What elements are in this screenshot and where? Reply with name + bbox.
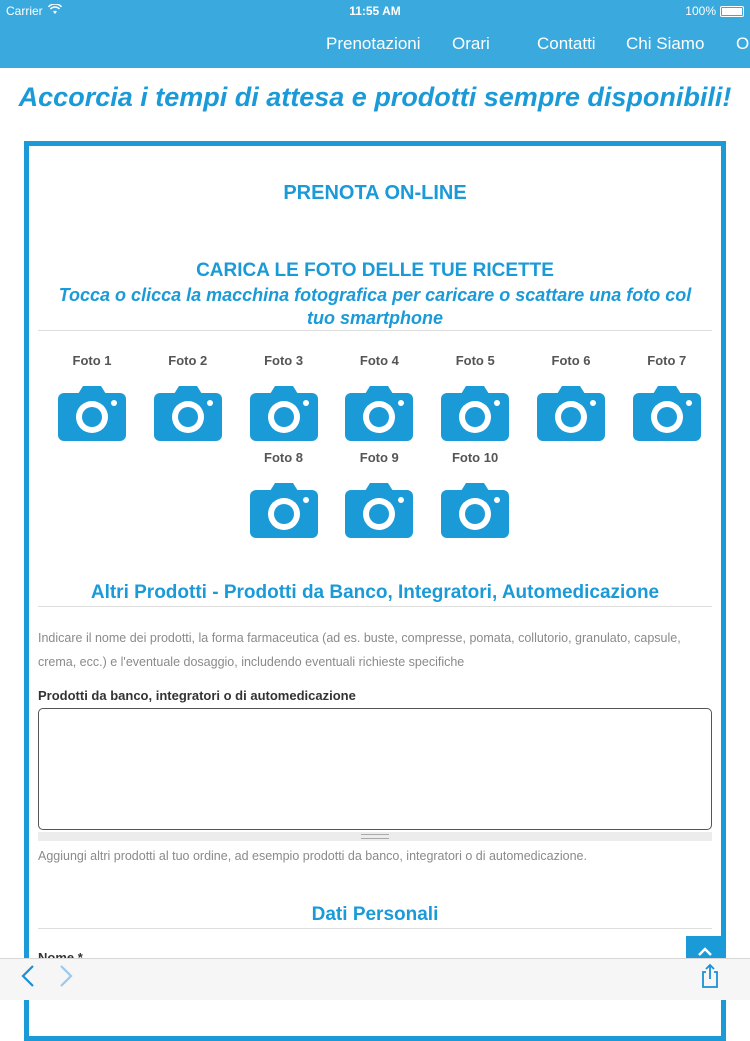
photo-label: Foto 8 xyxy=(264,450,303,465)
nav-item-contatti[interactable]: Contatti xyxy=(537,34,596,53)
nav-item-truncated[interactable]: O xyxy=(736,34,750,53)
photo-upload-9[interactable] xyxy=(339,450,419,538)
photo-upload-4[interactable] xyxy=(339,353,419,441)
photo-upload-6[interactable] xyxy=(531,353,611,441)
resize-grip-icon xyxy=(361,834,389,839)
battery-icon xyxy=(720,6,744,17)
photo-upload-10[interactable] xyxy=(435,450,515,538)
chevron-up-icon xyxy=(698,946,712,956)
clock: 11:55 AM xyxy=(349,4,401,18)
photo-upload-5[interactable] xyxy=(435,353,515,441)
browser-toolbar xyxy=(0,958,750,1000)
photo-label: Foto 1 xyxy=(72,353,112,368)
page-banner: Accorcia i tempi di attesa e prodotti sempre disponibili! xyxy=(18,82,732,112)
camera-icon[interactable] xyxy=(250,383,318,441)
photo-upload-2[interactable] xyxy=(148,353,228,441)
camera-icon[interactable] xyxy=(250,480,318,538)
nav-item-orari[interactable]: Orari xyxy=(452,34,490,53)
photo-label: Foto 3 xyxy=(264,353,304,368)
battery-percentage: 100% xyxy=(685,4,716,18)
chevron-right-icon xyxy=(58,963,74,989)
products-hint-text: Aggiungi altri prodotti al tuo ordine, ad esempio prodotti da banco, integratori o di automedicazione. xyxy=(38,849,587,863)
share-button[interactable] xyxy=(700,963,720,995)
camera-icon[interactable] xyxy=(633,383,701,441)
divider xyxy=(38,606,712,607)
back-button[interactable] xyxy=(20,963,36,995)
divider xyxy=(38,928,712,929)
products-section-title: Altri Prodotti - Prodotti da Banco, Integratori, Automedicazione xyxy=(90,582,660,603)
photo-label: Foto 4 xyxy=(359,353,399,368)
camera-icon[interactable] xyxy=(441,383,509,441)
photo-label: Foto 5 xyxy=(455,353,495,368)
photos-section-title: CARICA LE FOTO DELLE TUE RICETTE xyxy=(196,260,554,281)
photo-upload-7[interactable] xyxy=(627,353,707,441)
camera-icon[interactable] xyxy=(441,480,509,538)
nav-item-prenotazioni[interactable]: Prenotazioni xyxy=(326,34,421,53)
photo-label: Foto 9 xyxy=(359,450,399,465)
booking-form xyxy=(24,141,726,1041)
forward-button[interactable] xyxy=(58,963,74,995)
photo-label: Foto 7 xyxy=(647,353,687,368)
photo-upload-1[interactable] xyxy=(52,353,132,441)
camera-icon[interactable] xyxy=(345,480,413,538)
personal-data-section-title: Dati Personali xyxy=(311,904,439,925)
photo-label: Foto 6 xyxy=(551,353,591,368)
form-title: PRENOTA ON-LINE xyxy=(283,182,467,204)
share-icon xyxy=(700,963,720,989)
chevron-left-icon xyxy=(20,963,36,989)
products-field-label: Prodotti da banco, integratori o di automedicazione xyxy=(38,688,356,703)
photo-upload-8[interactable] xyxy=(244,450,324,538)
products-help-text: Indicare il nome dei prodotti, la forma farmaceutica (ad es. buste, compresse, pomata, collutorio, granulato, capsule, crema, ecc.) e l'eventuale dosaggio, includendo eventuali richieste specifiche xyxy=(38,631,681,669)
photo-upload-3[interactable] xyxy=(244,353,324,441)
divider xyxy=(38,330,712,331)
camera-icon[interactable] xyxy=(537,383,605,441)
nav-item-chi-siamo[interactable]: Chi Siamo xyxy=(626,34,705,53)
photo-label: Foto 2 xyxy=(168,353,208,368)
photos-section-subtitle: Tocca o clicca la macchina fotografica per caricare o scattare una foto col tuo smartphone xyxy=(58,285,692,328)
photo-label: Foto 10 xyxy=(451,450,499,465)
products-textarea[interactable] xyxy=(38,708,712,830)
carrier-label: Carrier xyxy=(6,4,43,18)
camera-icon[interactable] xyxy=(154,383,222,441)
camera-icon[interactable] xyxy=(345,383,413,441)
textarea-resize-handle[interactable] xyxy=(38,832,712,841)
status-bar xyxy=(0,0,750,22)
top-navigation xyxy=(0,22,750,68)
camera-icon[interactable] xyxy=(58,383,126,441)
